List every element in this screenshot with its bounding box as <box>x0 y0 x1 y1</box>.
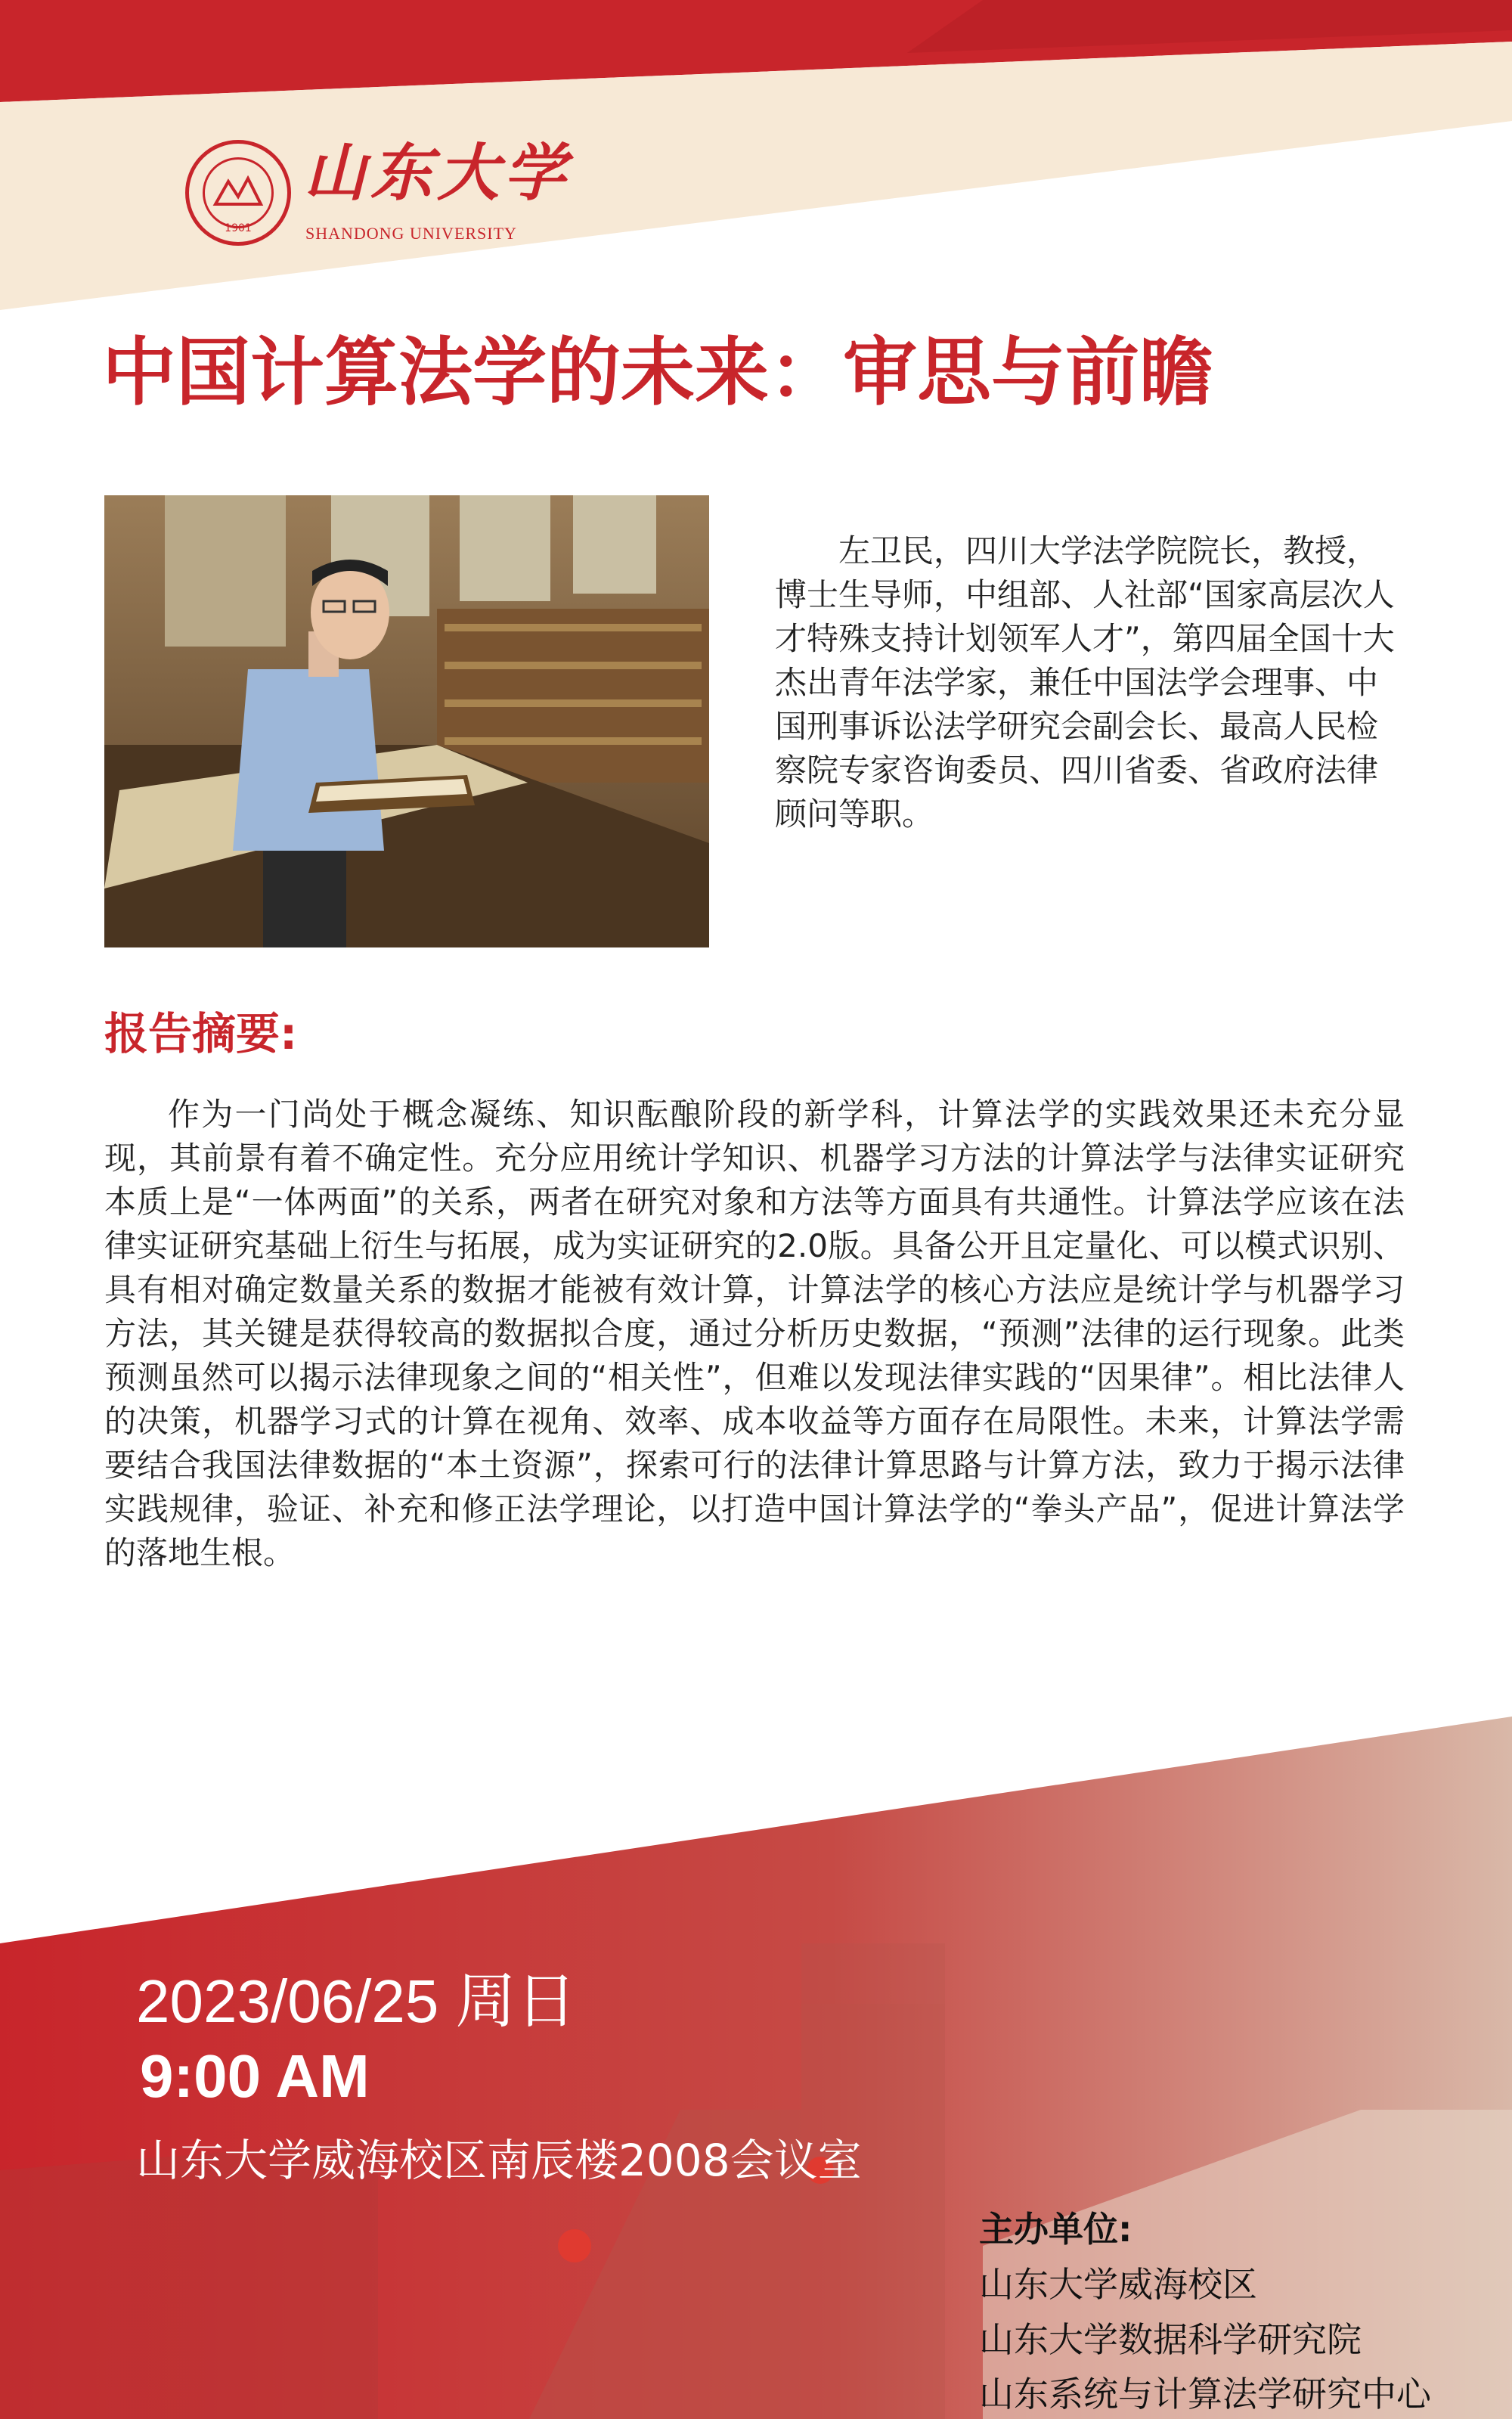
page-title: 中国计算法学的未来：审思与前瞻 <box>102 330 1214 416</box>
event-venue: 山东大学威海校区南辰楼2008会议室 <box>136 2135 862 2186</box>
abstract-heading: 报告摘要: <box>104 1008 298 1059</box>
university-seal-icon: 1901 <box>185 140 291 246</box>
university-logo-english: SHANDONG UNIVERSITY <box>305 224 517 243</box>
event-date: 2023/06/25 周日 <box>136 1968 577 2035</box>
event-time: 9:00 AM <box>140 2042 370 2110</box>
organizer-item: 山东大学数据科学研究院 <box>979 2319 1362 2360</box>
university-logo-text: 山东大学 <box>304 137 570 209</box>
speaker-bio: 左卫民，四川大学法学院院长，教授，博士生导师，中组部、人社部“国家高层次人才特殊支持计划领军人才”，第四届全国十大杰出青年法学家，兼任中国法学会理事、中国刑事诉讼法学研究会副会长、最高人民检察院专家咨询委员、四川省委、省政府法律顾问等职。 <box>775 532 1395 833</box>
speaker-photo <box>104 495 709 947</box>
organizer-item: 山东大学威海校区 <box>979 2264 1257 2305</box>
organizer-item: 山东系统与计算法学研究中心 <box>979 2374 1431 2414</box>
organizers-heading: 主办单位: <box>979 2209 1132 2250</box>
abstract-text: 作为一门尚处于概念凝练、知识酝酿阶段的新学科，计算法学的实践效果还未充分显现，其前景有着不确定性。充分应用统计学知识、机器学习方法的计算法学与法律实证研究本质上是“一体两面”的关系，两者在研究对象和方法等方面具有共通性。计算法学应该在法律实证研究基础上衍生与拓展，成为实证研究的2.0版。具备公开且定量化、可以模式识别、具有相对确定数量关系的数据才能被有效计算，计算法学的核心方法应是统计学与机器学习方法，其关键是获得较高的数据拟合度，通过分析历史数据，“预测”法律的运行现象。此类预测虽然可以揭示法律现象之间的“相关性”，但难以发现法律实践的“因果律”。相比法律人的决策，机器学习式的计算在视角、效率、成本收益等方面存在局限性。未来，计算法学需要结合我国法律数据的“本土资源”，探索可行的法律计算思路与计算方法，致力于揭示法律实践规律，验证、补充和修正法学理论，以打造中国计算法学的“拳头产品”，促进计算法学的落地生根。 <box>104 1096 1405 1571</box>
